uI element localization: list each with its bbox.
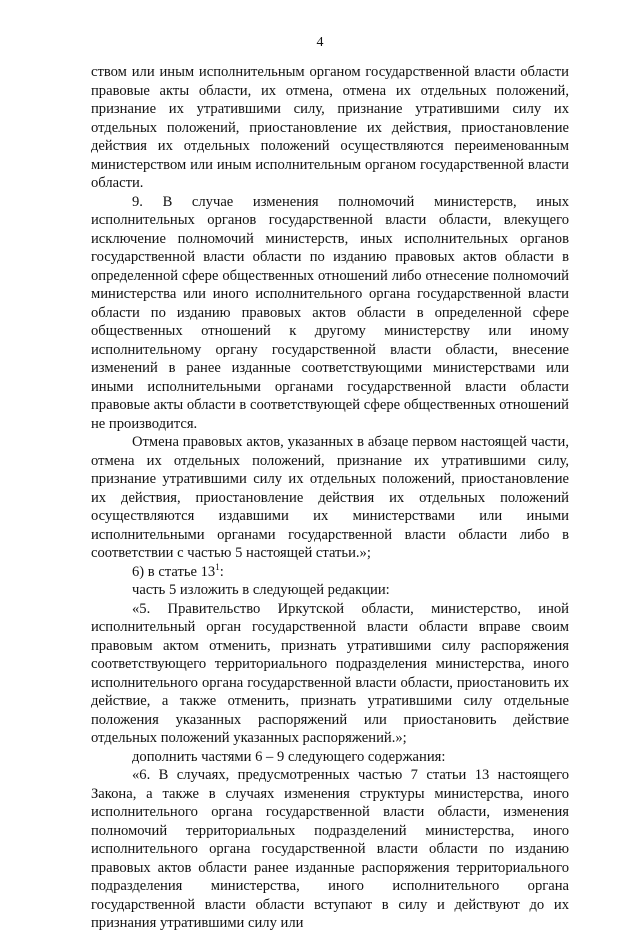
paragraph-article-13-1 bbox=[91, 563, 569, 582]
paragraph-part-6: «6. В случаях, предусмотренных частью 7 статьи 13 настоящего Закона, а также в случаях изменения структуры министерства, иного исполнительного органа государственной власти области, изменения полномочий территориальных подразделений министерства, иного исполнительного органа государственной власти области по изданию правовых актов области ранее изданные распоряжения территориального подразделения министерства, иного исполнительного органа государственной власти области вступают в силу и действуют до их признания утратившими силу или bbox=[91, 767, 569, 931]
paragraph-continuation: ством или иным исполнительным органом государственной власти области правовые акты области, их отмена, отмена их отдельных положений, признание их утратившими силу, признание утратившими силу их отдельных положений, приостановление их действия, приостановление действия их отдельных положений осуществляются переименованным министерством или иным исполнительным органом государственной власти области. bbox=[91, 64, 569, 191]
page-number: 4 bbox=[316, 35, 324, 50]
article-ref-text: 6) в статье 13 bbox=[132, 563, 216, 580]
document-body bbox=[91, 63, 569, 933]
paragraph-part-5-text: «5. Правительство Иркутской области, министерство, иной исполнительный орган государственной власти области вправе своим правовым актом отменить, признать утратившими силу распоряжения соответствующего территориального подразделения министерства, иного исполнительного органа государственной власти области, приостановить их действие, а также отменить, признать утратившими силу отдельные положения указанных распоряжений или приостановить действие отдельных положений указанных распоряжений.»; bbox=[91, 600, 569, 746]
paragraph-part-9: 9. В случае изменения полномочий министерств, иных исполнительных органов государственной власти области, влекущего исключение полномочий министерств, иных исполнительных органов государственной власти области по изданию правовых актов области в определенной сфере общественных отношений либо отнесение полномочий министерства или иного исполнительного органа государственной власти области по изданию правовых актов области в определенной сфере общественных отношений к другому министерству или иному исполнительному органу государственной власти области, внесение изменений в ранее изданные соответствующими министерствами или иными исполнительными органами государственной власти области правовые акты области в соответствующей сфере общественных отношений не производится. bbox=[91, 193, 569, 432]
paragraph-part-5-intro: часть 5 изложить в следующей редакции: bbox=[132, 582, 390, 598]
article-superscript: 1 bbox=[215, 561, 220, 572]
article-ref-colon: : bbox=[219, 563, 224, 580]
paragraph-add-parts: дополнить частями 6 – 9 следующего содержания: bbox=[132, 748, 446, 765]
paragraph-repeal-acts: Отмена правовых актов, указанных в абзаце первом настоящей части, отмена их отдельных положений, признание их утратившими силу, признание утратившими силу их отдельных положений, приостановление их действия, приостановление действия их отдельных положений осуществляются издавшими их министерствами или иными исполнительными органами государственной власти области либо в соответствии с частью 5 настоящей статьи.»; bbox=[91, 434, 569, 561]
